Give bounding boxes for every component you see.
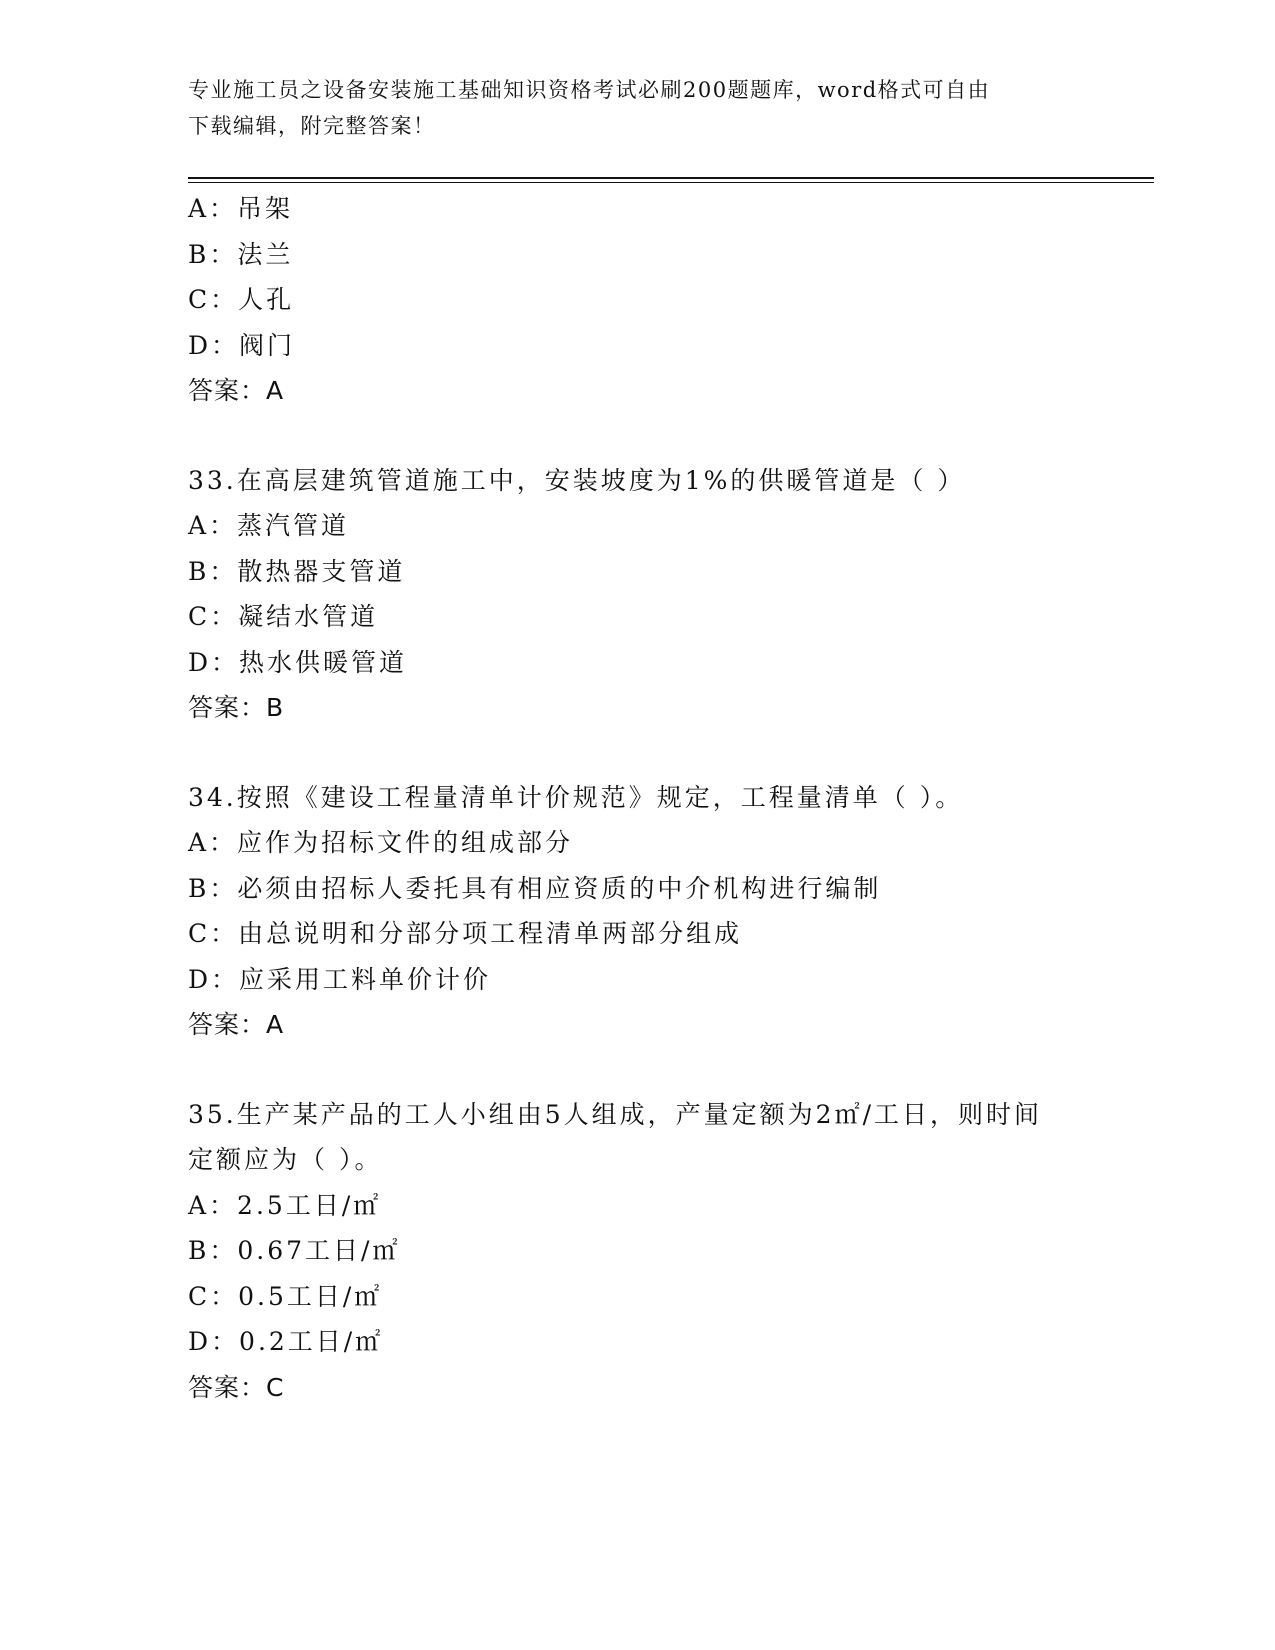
option-c: C：由总说明和分部分项工程清单两部分组成 bbox=[188, 919, 743, 948]
question-block bbox=[188, 775, 1138, 1048]
option-b: B：散热器支管道 bbox=[188, 556, 406, 586]
header-line-1: 专业施工员之设备安装施工基础知识资格考试必刷200题题库，word格式可自由 bbox=[188, 78, 991, 102]
option-b: B：必须由招标人委托具有相应资质的中介机构进行编制 bbox=[188, 873, 882, 903]
question-stem: 33.在高层建筑管道施工中，安装坡度为1%的供暖管道是（ ） bbox=[188, 465, 966, 495]
question-stem-line-1: 35.生产某产品的工人小组由5人组成，产量定额为2㎡/工日，则时间 bbox=[188, 1099, 1042, 1129]
option-a: A：应作为招标文件的组成部分 bbox=[188, 828, 574, 857]
answer: 答案：C bbox=[188, 1372, 285, 1402]
document-header bbox=[188, 72, 1088, 144]
question-block bbox=[188, 186, 1138, 414]
answer: 答案：A bbox=[188, 376, 285, 405]
header-line-2: 下载编辑，附完整答案！ bbox=[188, 114, 436, 138]
option-d: D：0.2工日/㎡ bbox=[188, 1327, 384, 1356]
question-content bbox=[188, 186, 1138, 1410]
option-c: C：凝结水管道 bbox=[188, 602, 379, 631]
option-d: D：热水供暖管道 bbox=[188, 647, 408, 677]
answer: 答案：B bbox=[188, 693, 285, 722]
question-block bbox=[188, 458, 1138, 731]
option-b: B：法兰 bbox=[188, 239, 294, 269]
option-a: A：吊架 bbox=[188, 194, 294, 223]
option-a: A：2.5工日/㎡ bbox=[188, 1190, 382, 1220]
question-block bbox=[188, 1092, 1138, 1411]
option-c: C：人孔 bbox=[188, 285, 295, 314]
question-stem: 34.按照《建设工程量清单计价规范》规定，工程量清单（ ）。 bbox=[188, 782, 964, 812]
answer: 答案：A bbox=[188, 1010, 285, 1039]
option-a: A：蒸汽管道 bbox=[188, 511, 350, 540]
option-c: C：0.5工日/㎡ bbox=[188, 1281, 383, 1311]
header-divider-thin bbox=[188, 182, 1154, 183]
option-d: D：阀门 bbox=[188, 330, 296, 360]
option-d: D：应采用工料单价计价 bbox=[188, 964, 492, 994]
header-divider-thick bbox=[188, 177, 1154, 179]
question-stem-line-2: 定额应为（ ）。 bbox=[188, 1145, 383, 1174]
option-b: B：0.67工日/㎡ bbox=[188, 1236, 401, 1265]
